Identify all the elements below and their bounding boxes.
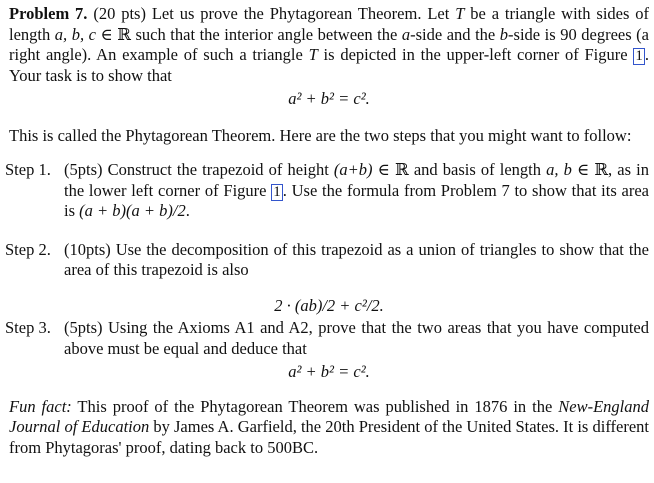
figure-reference-link[interactable]: 1 [273,183,281,200]
equation-text: a² + b² = c². [288,89,370,108]
document-page [5,4,650,458]
problem-text: ∈ ℝ such that the interior angle between the [95,24,402,44]
problem-text: -side is 90 degrees (a right angle). An example of such a triangle [9,24,649,64]
figure-reference-link[interactable]: 1 [635,48,643,64]
math-symbol: (a + b)(a + b)/2 [79,201,186,220]
equation-text: 2 · (ab)/2 + c²/2. [274,295,384,315]
step-text: ∈ ℝ, as in the lower left corner of Figure [64,160,650,200]
fun-fact-label: Fun fact: [9,396,72,416]
math-symbol: a, b [546,160,572,179]
fun-fact-text: by James A. Garfield, the 20th President of the United States. It is different from Phytagoras' proof, dating back to 500BC. [9,417,649,457]
problem-statement [9,4,649,86]
step-3 [5,318,649,359]
step-3-equation [9,362,649,383]
step-2-equation [9,296,649,317]
step-text: (5pts) Construct the trapezoid of height [64,160,334,179]
step-label: Step 1. [5,160,51,179]
problem-text: be a triangle with sides of length [9,4,650,44]
step-label: Step 2. [5,239,51,259]
math-symbol: T [308,45,318,64]
fun-fact-paragraph [9,397,649,459]
step-1 [5,160,650,222]
step-2 [5,239,649,281]
step-label: Step 3. [5,318,51,337]
theorem-equation [9,89,649,110]
step-text: (5pts) Using the Axioms A1 and A2, prove that the two areas that you have computed above must be equal and deduce that [64,318,649,358]
math-symbol: a, b, c [54,24,96,44]
problem-points: (20 pts) [93,4,146,23]
journal-title: New-England Journal of Education [9,396,649,436]
problem-text: is depicted in the upper-left corner of Figure [317,45,634,64]
step-text: . Use the formula from Problem 7 to show that its area is [64,180,649,220]
math-symbol: a [401,24,411,44]
fun-fact-text: This proof of the Phytagorean Theorem was published in 1876 in the [71,396,559,416]
problem-text: . Your task is to show that [9,45,649,85]
problem-text: Let us prove the Phytagorean Theorem. Let [151,4,456,23]
step-text: ∈ ℝ and basis of length [372,160,547,179]
equation-text: a² + b² = c². [288,362,370,381]
problem-text: -side and the [410,24,500,44]
step-text: . [185,201,190,220]
intro-paragraph: This is called the Phytagorean Theorem. Here are the two steps that you might want to follow: [9,125,632,145]
math-symbol: (a+b) [333,160,373,179]
problem-title: Problem 7. [9,4,88,23]
math-symbol: b [499,24,509,44]
step-text: (10pts) Use the decomposition of this trapezoid as a union of triangles to show that the area of this trapezoid is also [64,239,649,279]
math-symbol: T [455,4,465,23]
